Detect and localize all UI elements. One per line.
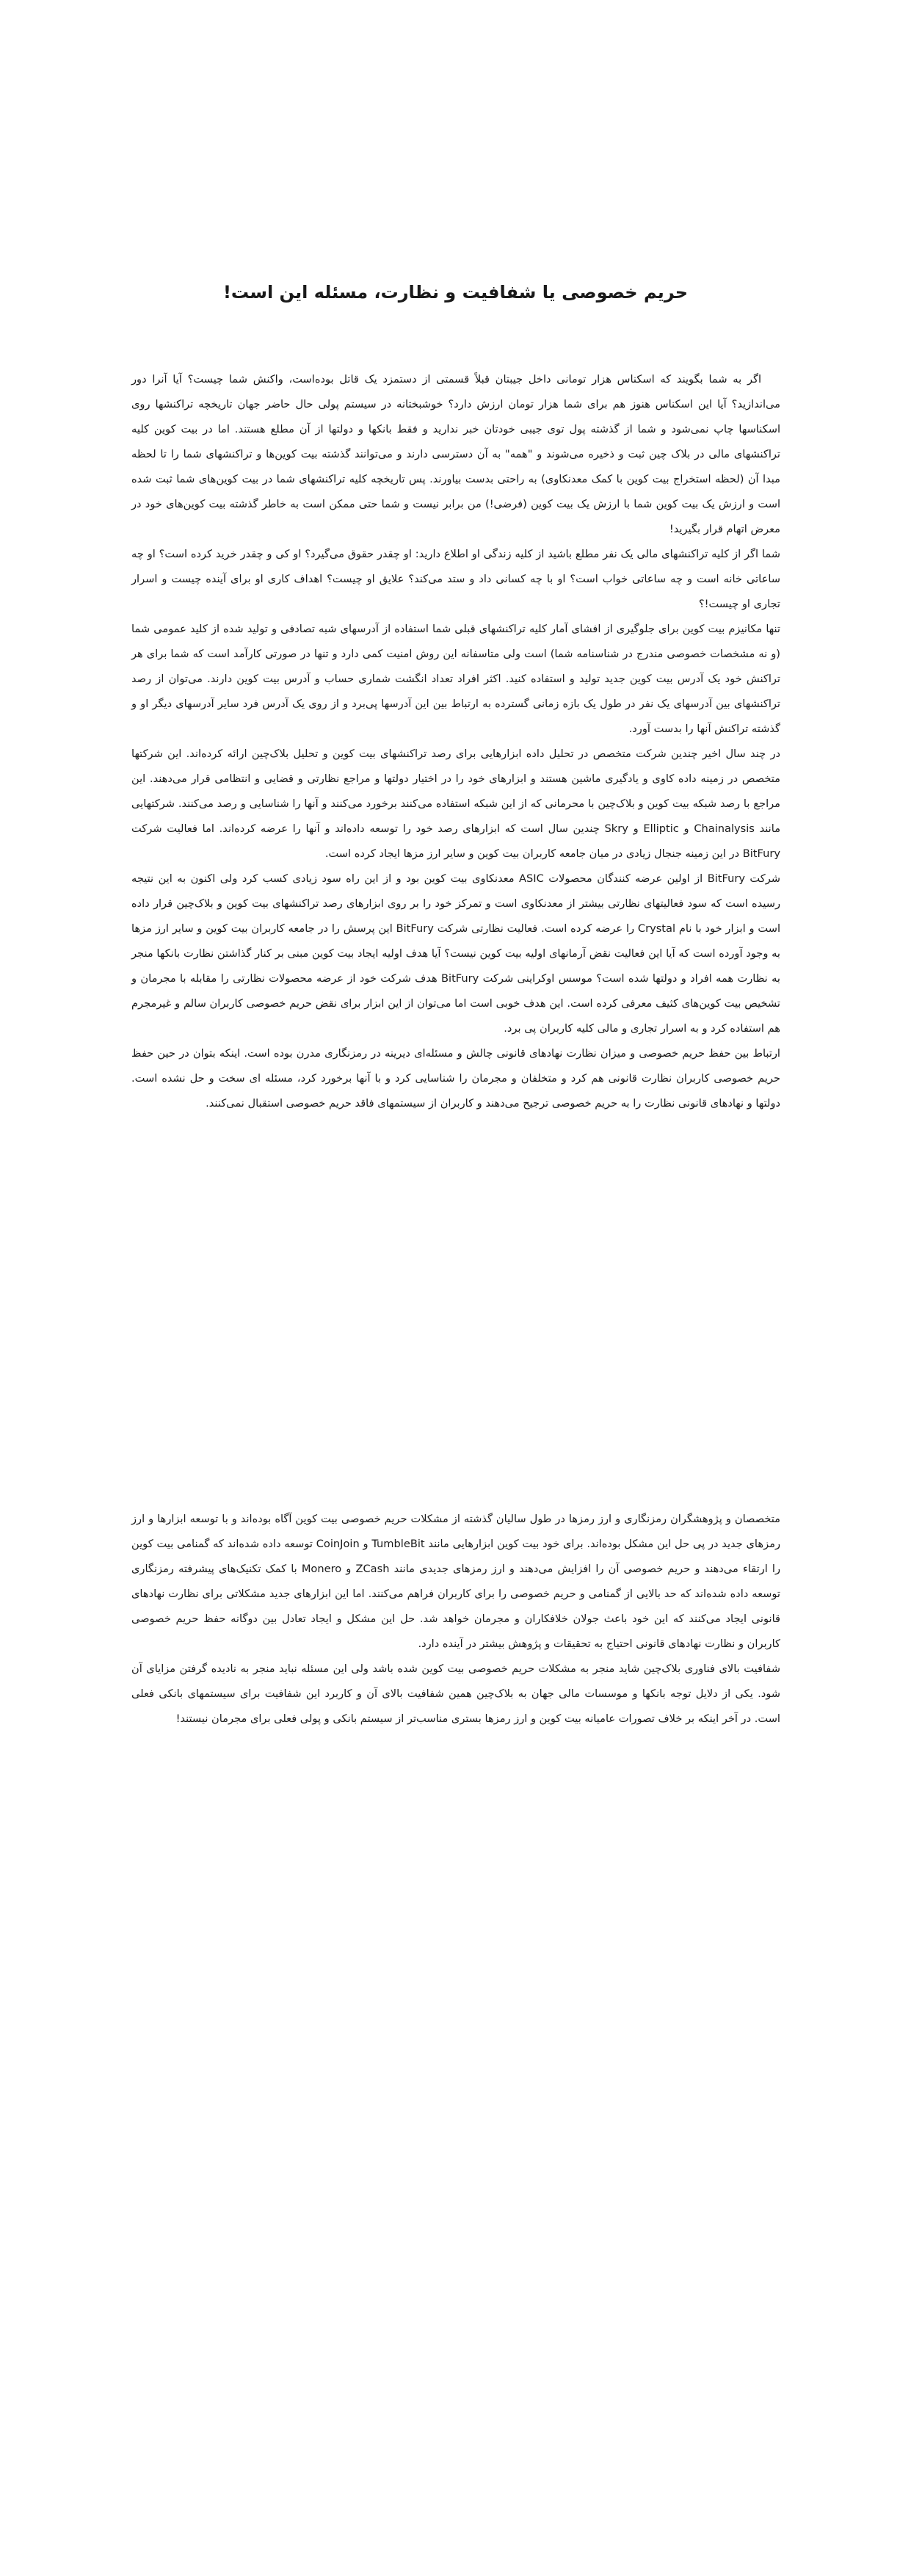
paragraph: تنها مکانیزم بیت کوین برای جلوگیری از افشای آمار کلیه تراکنشهای قبلی شما استفاده از آدرسهای شبه تصادفی و تولید شده از کلید عمومی شما (و نه مشخصات خصوصی مندرج در شناسنامه شما) است ولی متاسفانه این روش امنیت کمی دارد و تنها در صورتی کارآمد است که شما برای هر تراکنش خود یک آدرس بیت کوین جدید تولید و استفاده کنید. اکثر افراد تعداد انگشت شماری حساب و آدرس بیت کوین دارند. می‌توان از رصد تراکنشهای بین آدرسهای یک نفر در طول یک بازه زمانی گسترده به ارتباط بین این آدرسها پی‌برد و از روی یک آدرس فرد سایر آدرسهای دیگر او و گذشته تراکنش آنها را بدست آورد. — [131, 623, 780, 735]
paragraph: شما اگر از کلیه تراکنشهای مالی یک نفر مطلع باشید از کلیه زندگی او اطلاع دارید: او چقدر حقوق می‌گیرد؟ او کی و چقدر خرید کرده است؟ او چه ساعاتی خانه است و چه ساعاتی خواب است؟ او با چه کسانی داد و ستد می‌کند؟ علایق او چیست؟ اهداف کاری او برای آینده چیست و اسرار تجاری او چیست!؟ — [131, 548, 780, 610]
body-section-2 — [131, 1507, 780, 1732]
paragraph: متخصصان و پژوهشگران رمزنگاری و ارز رمزها در طول سالیان گذشته از مشکلات حریم خصوصی بیت کوین آگاه بوده‌اند و با توسعه ابزارها و ارز رمزهای جدید در پی حل این مشکل بوده‌اند. برای خود بیت کوین ابزارهایی مانند TumbleBit و CoinJoin توسعه داده شده‌اند که گمنامی بیت کوین را ارتقاء می‌دهند و حریم خصوصی آن را افزایش می‌دهند و ارز رمزهای جدیدی مانند ZCash و Monero با کمک تکنیک‌های پیشرفته رمزنگاری توسعه داده شده‌اند که حد بالایی از گمنامی و حریم خصوصی را برای کاربران فراهم می‌کنند. اما این ابزارهای جدید مشکلاتی برای نظارت نهادهای قانونی ایجاد می‌کنند که این خود باعث جولان خلافکاران و مجرمان خواهد شد. حل این مشکل و ایجاد تعادل بین دوگانه حفظ حریم خصوصی کاربران و نظارت نهادهای قانونی احتیاج به تحقیقات و پژوهش بیشتر در آینده دارد. — [131, 1513, 780, 1650]
paragraph: در چند سال اخیر چندین شرکت متخصص در تحلیل داده ابزارهایی برای رصد تراکنشهای بیت کوین و تحلیل بلاک‌چین ارائه کرده‌اند. این شرکتها متخصص در زمینه داده کاوی و یادگیری ماشین هستند و ابزارهای خود را در اختیار دولتها و مراجع نظارتی و قضایی و انتظامی قرار می‌دهند. این مراجع با رصد شبکه بیت کوین و بلاک‌چین با محرمانی که از این شبکه استفاده می‌کنند برخورد می‌کنند و آنها را شناسایی و رصد می‌کنند. شرکتهایی مانند Chainalysis و Elliptic و Skry چندین سال است که ابزارهای رصد خود را توسعه داده‌اند و آنها را عرضه کرده‌اند. اما فعالیت شرکت BitFury در این زمینه جنجال زیادی در میان جامعه کاربران بیت کوین و سایر ارز مزها ایجاد کرده است. — [131, 748, 781, 860]
paragraph: اگر به شما بگویند که اسکناس هزار تومانی داخل جیبتان قبلاً قسمتی از دستمزد یک قاتل بوده‌است، واکنش شما چیست؟ آیا آنرا دور می‌اندازید؟ آیا این اسکناس هنوز هم برای شما هزار تومان ارزش دارد؟ خوشبختانه در سیستم پولی حال حاضر جهان تاریخچه تراکنشها روی اسکناسها چاپ نمی‌شود و شما از گذشته پول توی جیبی خودتان خبر ندارید و فقط بانکها و دولتها از آن مطلع هستند. اما در بیت کوین کلیه تراکنشهای مالی در بلاک چین ثبت و ذخیره می‌شوند و "همه" به آن دسترسی دارند و می‌توانند گذشته بیت کوین‌ها و تراکنشهای شما را تا لحظه مبدا آن (لحظه استخراج بیت کوین با کمک معدنکاوی) به راحتی بدست بیاورند. پس تاریخچه کلیه تراکنشهای شما در بیت کوین‌های شما ثبت شده است و ارزش یک بیت کوین شما با ارزش یک بیت کوین (فرضی!) من برابر نیست و شما حتی ممکن است به خاطر گذشته بیت کوین‌های خود در معرض اتهام قرار بگیرید! — [131, 373, 780, 535]
paragraph: ارتباط بین حفظ حریم خصوصی و میزان نظارت نهادهای قانونی چالش و مسئله‌ای دیرینه در رمزنگاری مدرن بوده است. اینکه بتوان در حین حفظ حریم خصوصی کاربران نظارت قانونی هم کرد و متخلفان و مجرمان را شناسایی کرد و با آنها برخورد کرد، مسئله ای سخت و حل نشده است. دولتها و نهادهای قانونی نظارت را به حریم خصوصی ترجیح می‌دهند و کاربران از سیستمهای فاقد حریم خصوصی استقبال نمی‌کنند. — [131, 1047, 780, 1110]
paragraph: شفافیت بالای فناوری بلاک‌چین شاید منجر به مشکلات حریم خصوصی بیت کوین شده باشد ولی این مسئله نباید منجر به نادیده گرفتن مزایای آن شود. یکی از دلایل توجه بانکها و موسسات مالی جهان به بلاک‌چین همین شفافیت بالای آن و کاربرد این شفافیت برای سیستمهای بانکی فعلی است. در آخر اینکه بر خلاف تصورات عامیانه بیت کوین و ارز رمزها بستری مناسب‌تر از سیستم بانکی و پولی فعلی برای مجرمان نیستند! — [131, 1663, 780, 1725]
document-title: حریم خصوصی یا شفافیت و نظارت، مسئله این است! — [222, 282, 688, 303]
body-section-1 — [131, 367, 780, 1116]
paragraph: شرکت BitFury از اولین عرضه کنندگان محصولات ASIC معدنکاوی بیت کوین بود و از این راه سود زیادی کسب کرد ولی اکنون به این نتیجه رسیده است که سود فعالیتهای نظارتی بیشتر از معدنکاوی است و تمرکز خود را بر روی ابزارهای رصد تراکنشهای بیت کوین و بلاک‌چین قرار داده است و ابزار خود با نام Crystal را عرضه کرده است. فعالیت نظارتی شرکت BitFury این پرسش را در جامعه کاربران بیت کوین و سایر ارز مزها به وجود آورده است که آیا این فعالیت نقض آرمانهای اولیه بیت کوین نیست؟ آیا هدف اولیه ایجاد بیت کوین مبنی بر کنار گذاشتن نظارت بانکها منجر به نظارت همه افراد و دولتها شده است؟ موسس اوکراینی شرکت BitFury هدف شرکت خود از عرضه محصولات نظارتی را مقابله با مجرمان و تشخیص بیت کوین‌های کثیف معرفی کرده است. این هدف خوبی است اما می‌توان از این ابزار برای نقض حریم خصوصی کاربران سالم و غیرمجرم هم استفاده کرد و به اسرار تجاری و مالی کلیه کاربران پی برد. — [131, 872, 780, 1035]
